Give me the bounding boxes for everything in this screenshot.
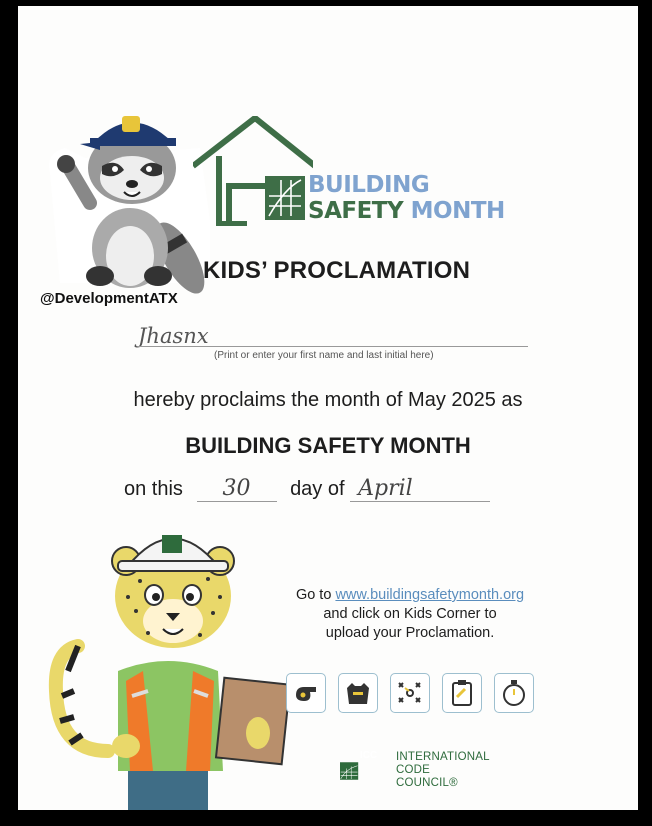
logo-word-safety: SAFETY <box>308 198 404 224</box>
safety-vest-icon <box>338 673 378 713</box>
month-field[interactable]: April <box>350 476 490 502</box>
social-handle: @DevelopmentATX <box>40 290 178 307</box>
activity-icons <box>286 673 536 713</box>
date-prefix: on this <box>124 478 183 500</box>
name-hint: (Print or enter your first name and last initial here) <box>214 350 434 361</box>
proclaim-text: hereby proclaims the month of May 2025 as <box>133 389 523 411</box>
logo-word-month: MONTH <box>410 198 505 224</box>
clipboard-icon <box>442 673 482 713</box>
instructions <box>272 586 548 643</box>
website-link[interactable]: www.buildingsafetymonth.org <box>335 587 525 603</box>
icc-line-1: INTERNATIONAL <box>396 751 490 763</box>
instructions-line-2: and click on Kids Corner to <box>323 606 497 622</box>
icc-line-3: COUNCIL® <box>396 777 458 789</box>
cheetah-mascot <box>48 521 288 810</box>
event-title: BUILDING SAFETY MONTH <box>185 433 471 458</box>
icc-wordmark <box>396 751 490 790</box>
raccoon-mascot <box>40 98 210 298</box>
name-underline <box>138 346 528 347</box>
game-plan-icon <box>390 673 430 713</box>
proclamation-page <box>18 6 638 810</box>
building-safety-month-logo <box>193 116 313 226</box>
stopwatch-icon <box>494 673 534 713</box>
icc-line-2: CODE <box>396 764 431 776</box>
date-row <box>124 476 490 502</box>
icc-abbr: ICC <box>360 750 378 761</box>
date-middle: day of <box>290 478 345 500</box>
name-field[interactable]: Jhasnx <box>138 324 209 348</box>
day-field[interactable]: 30 <box>197 476 277 502</box>
instructions-line-3: upload your Proclamation. <box>325 625 495 641</box>
goto-label: Go to <box>295 587 332 603</box>
logo-wordmark <box>308 172 505 224</box>
logo-line-1: BUILDING <box>308 172 430 198</box>
whistle-icon <box>286 673 326 713</box>
page-title: KIDS’ PROCLAMATION <box>203 257 471 284</box>
